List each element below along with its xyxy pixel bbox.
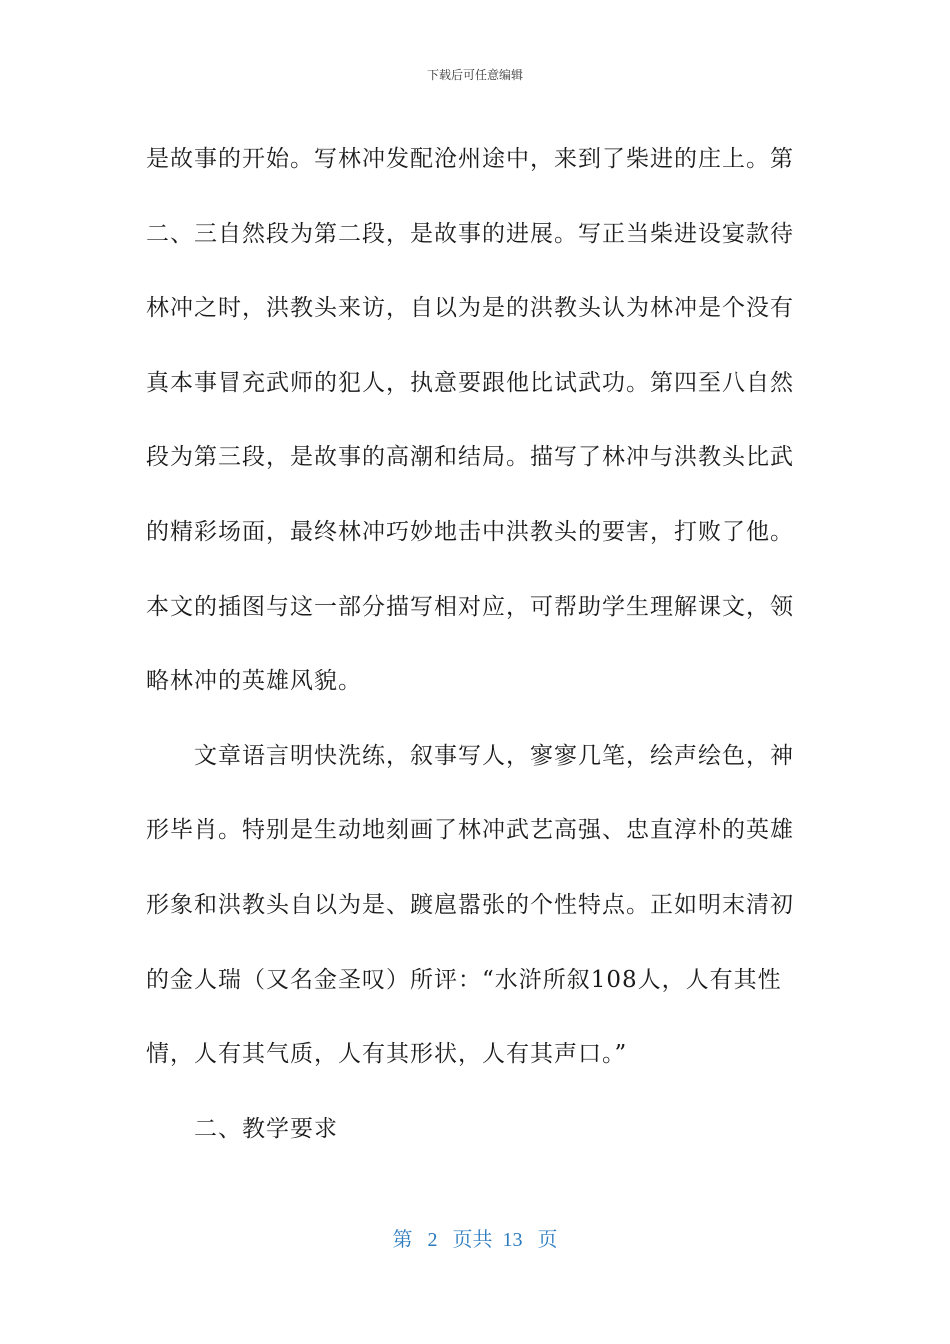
footer-label-of: 页共	[452, 1229, 493, 1251]
paragraph-language-style: 文章语言明快洗练，叙事写人，寥寥几笔，绘声绘色，神形毕肖。特别是生动地刻画了林冲武艺高强、忠直淳朴的英雄形象和洪教头自以为是、踱扈嚣张的个性特点。正如明末清初的金人瑞（又名金圣叹）所评：“水浒所叙108人，人有其性情，人有其气质，人有其形状，人有其声口。”	[146, 742, 794, 1068]
section-heading-teaching-requirements: 二、教学要求	[194, 1115, 338, 1142]
paragraph-story-structure: 是故事的开始。写林冲发配沧州途中，来到了柴进的庄上。第二、三自然段为第二段，是故事的进展。写正当柴进设宴款待林冲之时，洪教头来访，自以为是的洪教头认为林冲是个没有真本事冒充武师的犯人，执意要跟他比试武功。第四至八自然段为第三段，是故事的高潮和结局。描写了林冲与洪教头比武的精彩场面，最终林冲巧妙地击中洪教头的要害，打败了他。本文的插图与这一部分描写相对应，可帮助学生理解课文，领略林冲的英雄风貌。	[146, 146, 794, 695]
footer-label-page: 第	[392, 1229, 413, 1251]
document-body	[146, 122, 794, 1166]
footer-total-pages: 13	[502, 1229, 523, 1251]
page-header-note: 下载后可任意编辑	[426, 68, 523, 82]
footer-current-page: 2	[427, 1229, 438, 1251]
footer-label-page-end: 页	[537, 1229, 558, 1251]
page-number-footer	[0, 1223, 950, 1252]
